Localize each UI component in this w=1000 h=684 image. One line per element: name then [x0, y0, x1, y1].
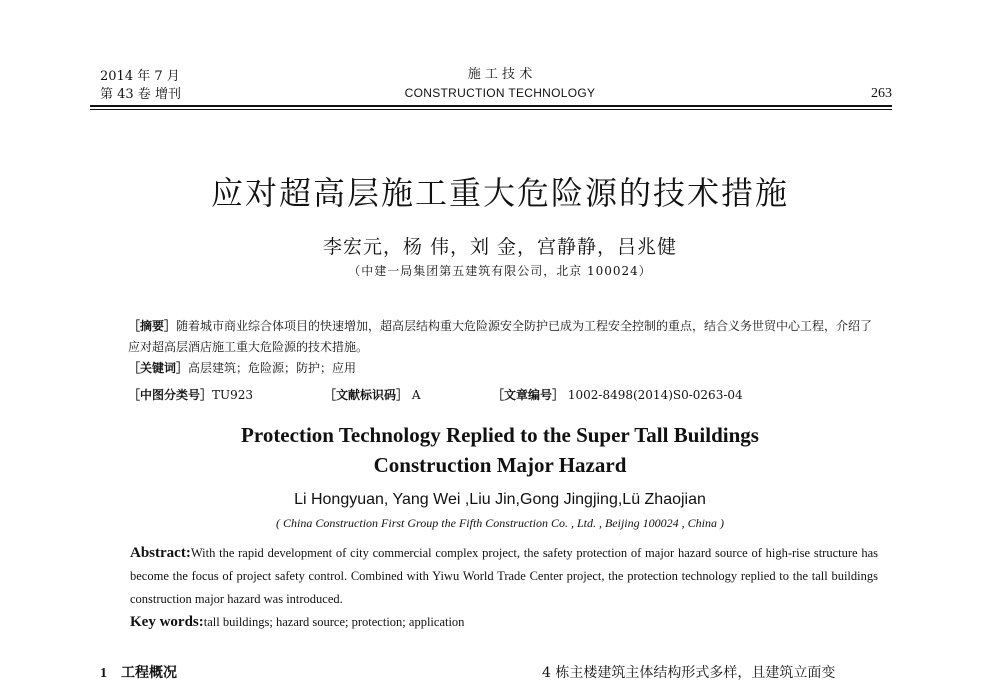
document-code [324, 386, 421, 403]
abstract-en-label: Abstract [130, 545, 186, 561]
article-number [492, 386, 743, 403]
classification-line [128, 386, 880, 404]
doc-code-value: A [411, 388, 421, 402]
paper-title-en-line2: Construction Major Hazard [373, 453, 627, 477]
header-rule-thin [90, 109, 892, 110]
authors-en: Li Hongyuan, Yang Wei ,Liu Jin,Gong Jingjing,Lü Zhaojian [294, 491, 706, 508]
abstract-cn-label: ［摘要］ [128, 319, 177, 333]
section-number: 1 [100, 666, 107, 681]
paper-title-en-line1: Protection Technology Replied to the Super Tall Buildings [241, 423, 759, 447]
keywords-cn-text: 高层建筑；危险源；防护；应用 [188, 361, 357, 375]
clc-number [128, 386, 253, 403]
keywords-en-text: tall buildings; hazard source; protection; application [203, 615, 465, 629]
section-title: 工程概况 [121, 665, 177, 681]
affiliation-cn: （中建一局集团第五建筑有限公司，北京 100024） [348, 264, 652, 278]
abstract-cn [128, 316, 880, 379]
abstract-cn-text: 随着城市商业综合体项目的快速增加，超高层结构重大危险源安全防护已成为工程安全控制的重点，结合义务世贸中心工程，介绍了应对超高层酒店施工重大危险源的技术措施。 [128, 319, 873, 354]
abstract-en: Abstract:With the rapid development of city commercial complex project, the safety protection of major hazard source of high-rise structure has become the focus of project safety control. Combined with Yiwu World Trade Center project, the protection technology replied to the tall buildings construction major hazard was introduced. [130, 545, 878, 606]
keywords-en-label: Key words [130, 614, 199, 630]
header-rule-thick [90, 105, 892, 107]
page-number: 263 [871, 86, 892, 101]
journal-name-en: CONSTRUCTION TECHNOLOGY [404, 86, 596, 100]
paper-title-en [0, 420, 1000, 480]
keywords-en: Key words:tall buildings; hazard source; protection; application [130, 614, 465, 630]
clc-value: TU923 [212, 388, 254, 402]
body-text-line: 4 栋主楼建筑主体结构形式多样，且建筑立面变 [542, 665, 836, 681]
affiliation-en: ( China Construction First Group the Fifth Construction Co. , Ltd. , Beijing 100024 , China ) [276, 516, 724, 530]
issue-info [100, 68, 181, 104]
section-heading [100, 662, 177, 682]
abstract-en-text: With the rapid development of city commercial complex project, the safety protection of major hazard source of high-rise structure has become the focus of project safety control. Combined with Yiwu World Trade Center project, the protection technology replied to the tall buildings construction major hazard was introduced. [130, 546, 878, 606]
article-no-value: 1002-8498(2014)S0-0263-04 [567, 388, 743, 402]
clc-label: ［中图分类号］ [128, 388, 213, 402]
issue-date: 2014 年 7 月 [100, 69, 180, 84]
article-no-label: ［文章编号］ [492, 388, 565, 402]
doc-code-label: ［文献标识码］ [324, 388, 409, 402]
journal-name-cn: 施 工 技 术 [467, 67, 533, 82]
issue-volume: 第 43 卷 增刊 [100, 87, 181, 102]
journal-name [380, 66, 620, 102]
paper-title-cn: 应对超高层施工重大危险源的技术措施 [210, 174, 789, 212]
authors-cn: 李宏元，杨 伟，刘 金，宫静静，吕兆健 [322, 236, 678, 258]
keywords-cn-label: ［关键词］ [128, 361, 189, 375]
